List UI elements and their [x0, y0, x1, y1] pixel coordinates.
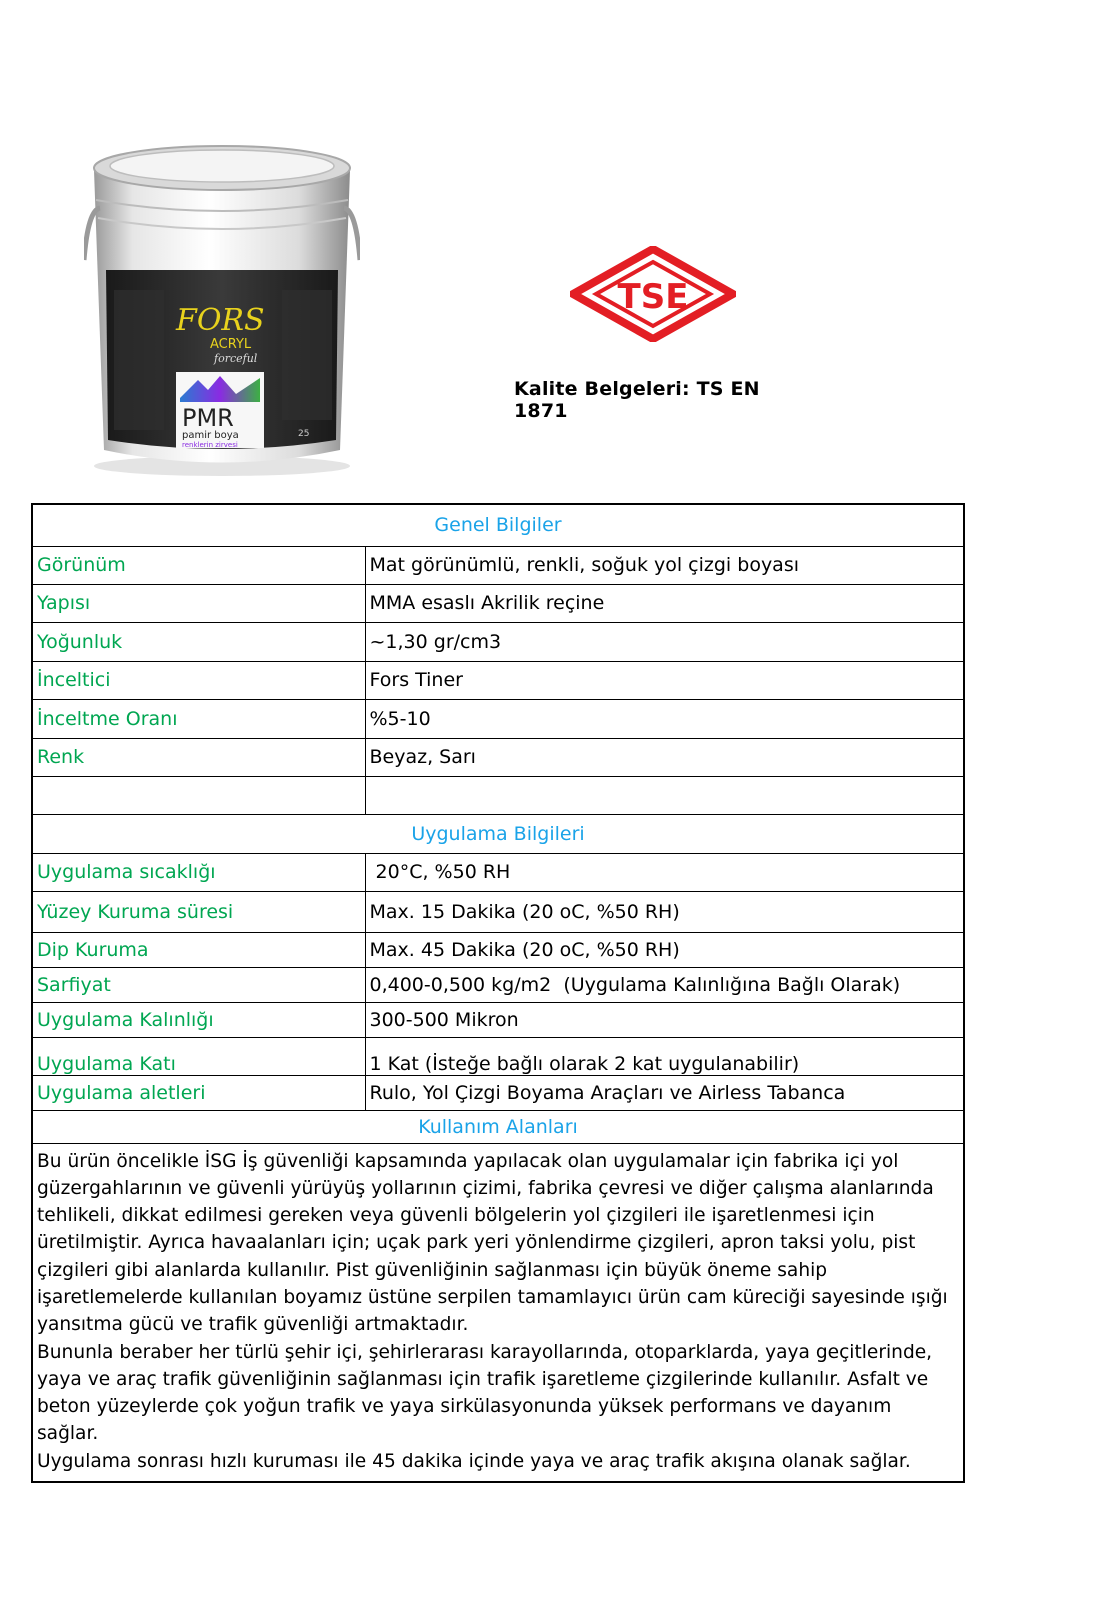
- pmr-logo-text: PMR: [182, 404, 234, 432]
- pmr-logo-tag: renklerin zirvesi: [182, 441, 238, 449]
- spec-label: İnceltici: [32, 661, 365, 699]
- table-row: [32, 661, 964, 699]
- spec-value: Max. 45 Dakika (20 oC, %50 RH): [365, 932, 964, 967]
- usage-line: Bu ürün öncelikle İSG İş güvenliği kapsamında yapılacak olan uygulamalar için fabrika içi yol: [37, 1150, 899, 1172]
- product-brand-text: FORS: [176, 303, 265, 338]
- usage-line: beton yüzeylerde çok yoğun trafik ve yaya sirkülasyonunda yüksek performans ve dayanım sağlar.: [37, 1396, 892, 1445]
- usage-line: yaya ve araç trafik güvenliğinin sağlanması için trafik işaretleme çizgilerinde kullanılır. Asfalt ve: [37, 1368, 929, 1390]
- product-brand-tag: forceful: [214, 352, 258, 365]
- table-row: [32, 1037, 964, 1075]
- table-row: [32, 1075, 964, 1110]
- spec-value: MMA esaslı Akrilik reçine: [365, 584, 964, 622]
- usage-line: Bununla beraber her türlü şehir içi, şehirlerarası karayollarında, otoparklarda, yaya geçitlerinde,: [37, 1341, 933, 1363]
- spec-label: Yapısı: [32, 584, 365, 622]
- usage-line: tehlikeli, dikkat edilmesi gereken veya güvenli bölgelerin yol çizgileri ile işaretlenmesi için: [37, 1205, 875, 1227]
- spec-label: Sarfiyat: [32, 967, 365, 1002]
- spec-value: %5-10: [365, 699, 964, 738]
- spec-value: Fors Tiner: [365, 661, 964, 699]
- spec-value: 1 Kat (İsteğe bağlı olarak 2 kat uygulanabilir): [365, 1037, 964, 1075]
- spec-label: Yüzey Kuruma süresi: [32, 891, 365, 932]
- table-row: [32, 776, 964, 814]
- spec-label: Dip Kuruma: [32, 932, 365, 967]
- product-size-mark: 25: [298, 429, 310, 439]
- product-brand-sub: ACRYL: [210, 337, 252, 352]
- spec-label: Uygulama sıcaklığı: [32, 853, 365, 891]
- table-row: [32, 699, 964, 738]
- spec-value: Max. 15 Dakika (20 oC, %50 RH): [365, 891, 964, 932]
- table-row: [32, 738, 964, 776]
- spec-label: Uygulama Kalınlığı: [32, 1002, 365, 1037]
- spec-value: Beyaz, Sarı: [365, 738, 964, 776]
- table-row: [32, 932, 964, 967]
- quality-certificate-label: Kalite Belgeleri: TS EN 1871: [514, 378, 760, 422]
- usage-line: üretilmiştir. Ayrıca havaalanları için; uçak park yeri yönlendirme çizgileri, apron taksi yolu, pist: [37, 1232, 916, 1254]
- spec-value: ~1,30 gr/cm3: [365, 622, 964, 661]
- usage-description: [32, 1143, 964, 1482]
- spec-label: Yoğunluk: [32, 622, 365, 661]
- tse-logo: [570, 246, 736, 342]
- spec-value: Rulo, Yol Çizgi Boyama Araçları ve Airless Tabanca: [365, 1075, 964, 1110]
- product-spec-table: [31, 503, 965, 1483]
- usage-line: işaretlemelerde kullanılan boyamız üstüne serpilen tamamlayıcı ürün cam küreciği sayesinde ışığı: [37, 1286, 948, 1308]
- table-row: [32, 546, 964, 584]
- spec-value: 0,400-0,500 kg/m2 (Uygulama Kalınlığına Bağlı Olarak): [365, 967, 964, 1002]
- product-bucket-image: [84, 140, 360, 480]
- table-row: [32, 853, 964, 891]
- section-title-application: Uygulama Bilgileri: [32, 814, 964, 853]
- usage-line: Uygulama sonrası hızlı kuruması ile 45 dakika içinde yaya ve araç trafik akışına olanak sağlar.: [37, 1450, 911, 1472]
- table-row: [32, 1002, 964, 1037]
- spec-value: 300-500 Mikron: [365, 1002, 964, 1037]
- spec-label: [32, 776, 365, 814]
- spec-label: Görünüm: [32, 546, 365, 584]
- tse-logo-text: TSE: [617, 277, 689, 317]
- table-row: [32, 622, 964, 661]
- table-row: [32, 584, 964, 622]
- usage-line: çizgileri gibi alanlarda kullanılır. Pist güvenliğinin sağlanması için büyük öneme sahip: [37, 1259, 828, 1281]
- spec-value: [365, 776, 964, 814]
- spec-label: İnceltme Oranı: [32, 699, 365, 738]
- spec-value: Mat görünümlü, renkli, soğuk yol çizgi boyası: [365, 546, 964, 584]
- spec-label: Uygulama Katı: [32, 1037, 365, 1075]
- table-row: [32, 967, 964, 1002]
- usage-line: yansıtma gücü ve trafik güvenliği artmaktadır.: [37, 1314, 469, 1336]
- usage-line: güzergahlarının ve güvenli yürüyüş yollarının çizimi, fabrika çevresi ve diğer çalışma alanlarında: [37, 1177, 934, 1199]
- pmr-logo-sub: pamir boya: [182, 430, 239, 441]
- section-title-general: Genel Bilgiler: [32, 504, 964, 546]
- section-title-usage: Kullanım Alanları: [32, 1110, 964, 1143]
- spec-label: Renk: [32, 738, 365, 776]
- spec-value: 20°C, %50 RH: [365, 853, 964, 891]
- table-row: [32, 891, 964, 932]
- spec-label: Uygulama aletleri: [32, 1075, 365, 1110]
